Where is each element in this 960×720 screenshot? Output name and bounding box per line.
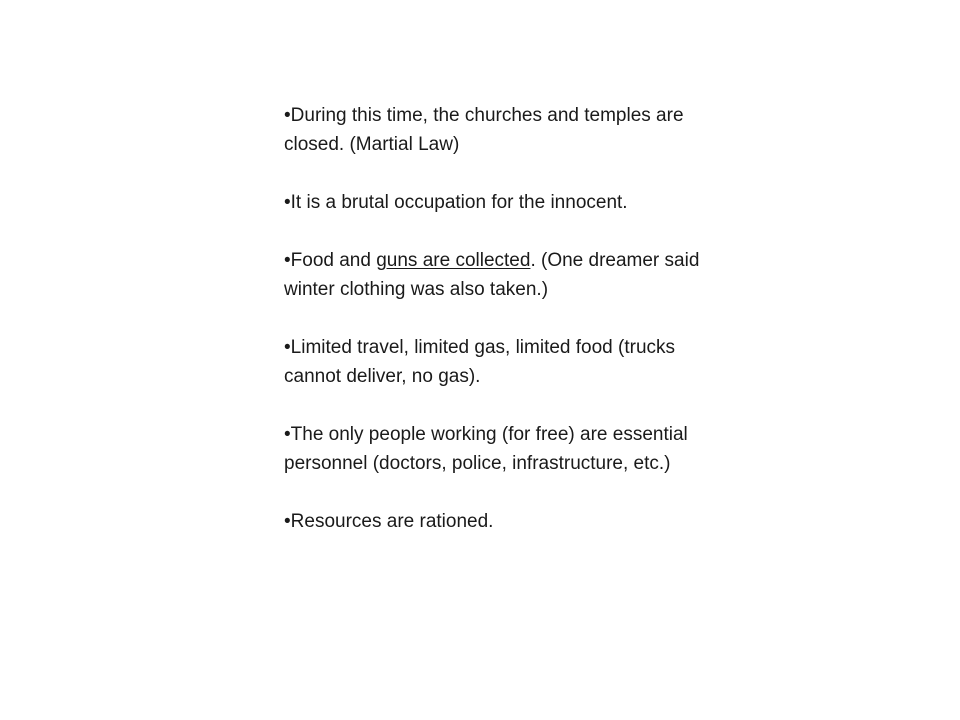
bullet-essential-personnel: •The only people working (for free) are essential personnel (doctors, police, infrastructure, etc.) bbox=[284, 424, 688, 474]
spacer bbox=[284, 159, 734, 188]
bullet-limited-travel: •Limited travel, limited gas, limited food (trucks cannot deliver, no gas). bbox=[284, 337, 676, 387]
bullet-resources-rationed: •Resources are rationed. bbox=[284, 511, 494, 532]
spacer bbox=[284, 391, 734, 420]
bullet-list bbox=[284, 101, 734, 536]
bullet-brutal-occupation: •It is a brutal occupation for the innocent. bbox=[284, 192, 628, 213]
bullet-food-suffix: . (One dreamer said winter clothing was also taken.) bbox=[284, 250, 700, 300]
bullet-food-and-guns bbox=[284, 246, 734, 304]
underlined-guns-collected: guns are collected bbox=[376, 250, 531, 271]
bullet-martial-law: •During this time, the churches and temples are closed. (Martial Law) bbox=[284, 105, 684, 155]
bullet-food-prefix: •Food and bbox=[284, 250, 377, 271]
spacer bbox=[284, 478, 734, 507]
spacer bbox=[284, 217, 734, 246]
spacer bbox=[284, 304, 734, 333]
